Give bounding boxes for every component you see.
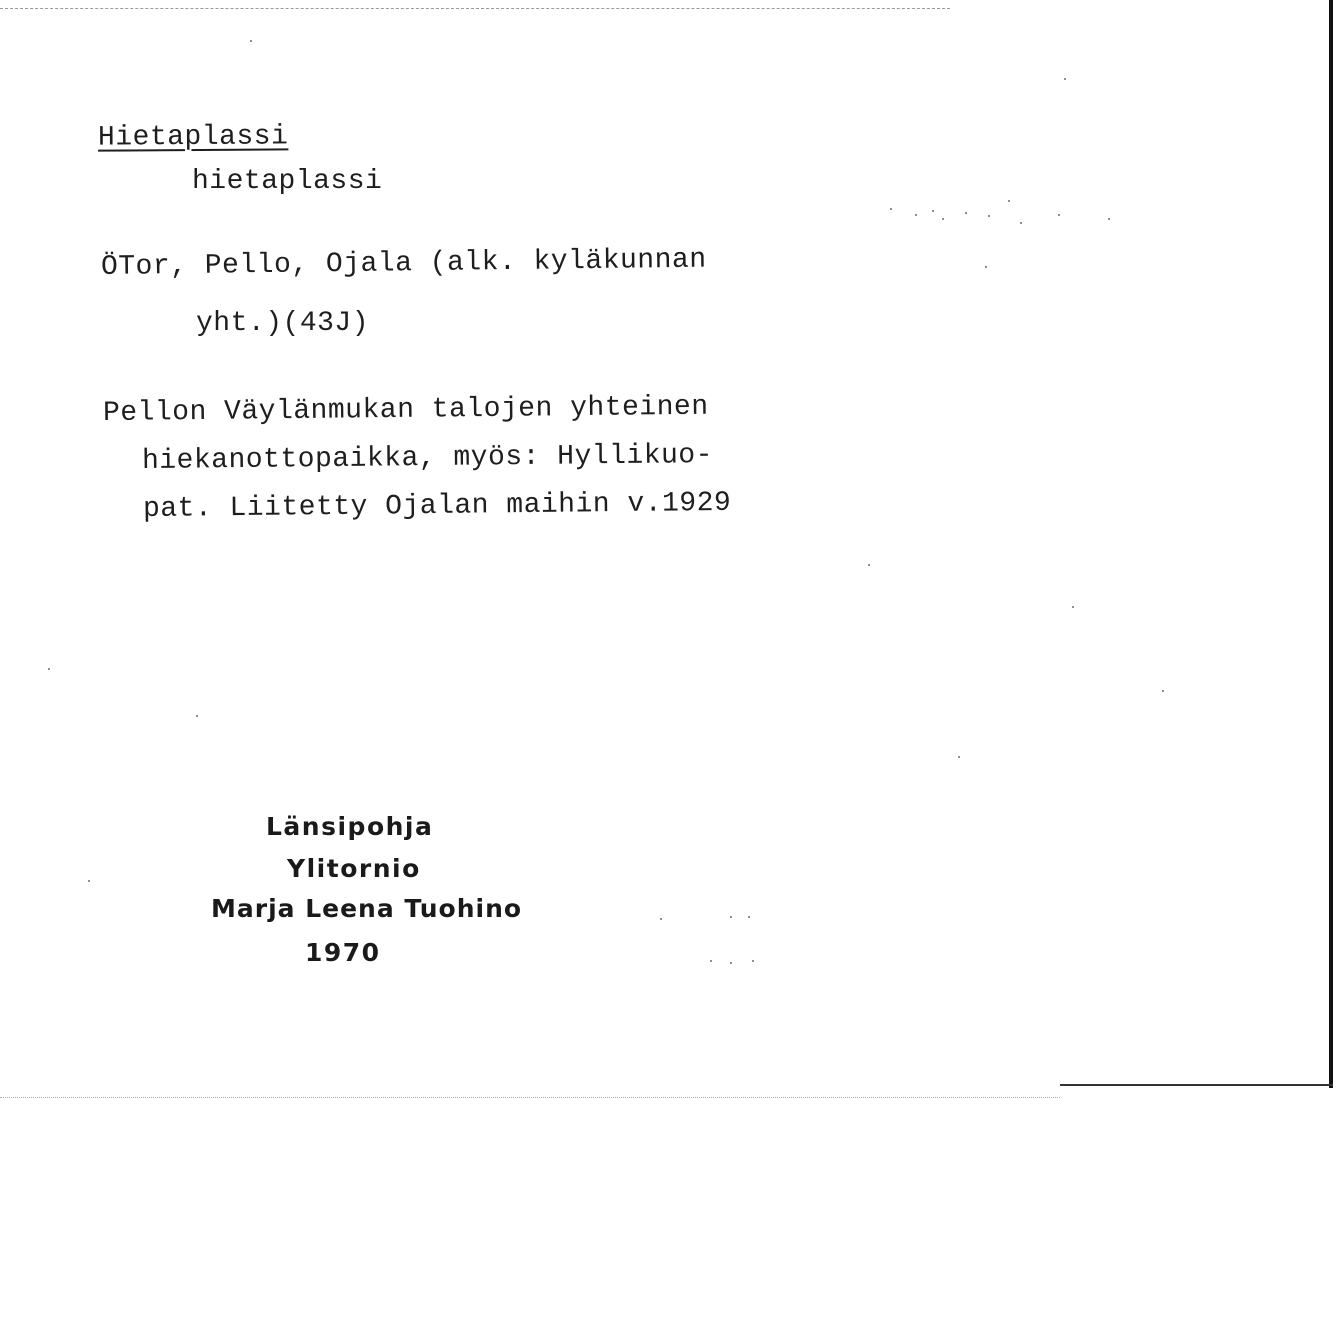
speck bbox=[915, 214, 917, 216]
stamp-year: 1970 bbox=[305, 938, 381, 967]
speck bbox=[1108, 218, 1110, 220]
card-bottom-edge bbox=[1060, 1084, 1333, 1086]
speck bbox=[196, 715, 198, 717]
speck bbox=[660, 918, 662, 920]
stamp-region: Länsipohja bbox=[266, 812, 434, 841]
speck bbox=[730, 962, 732, 964]
scan-top-edge bbox=[0, 8, 950, 9]
speck bbox=[958, 756, 960, 758]
location-line-2: yht.)(43J) bbox=[196, 308, 370, 339]
speck bbox=[1008, 200, 1010, 202]
headword-form: hietaplassi bbox=[192, 166, 383, 197]
speck bbox=[1162, 690, 1164, 692]
location-line-1: ÖTor, Pello, Ojala (alk. kyläkunnan bbox=[100, 244, 707, 283]
speck bbox=[1020, 222, 1022, 224]
speck bbox=[748, 916, 750, 918]
speck bbox=[250, 40, 252, 42]
speck bbox=[932, 210, 934, 212]
description-line-2: hiekanottopaikka, myös: Hyllikuo- bbox=[141, 440, 714, 477]
speck bbox=[710, 960, 712, 962]
speck bbox=[1072, 606, 1074, 608]
speck bbox=[752, 960, 754, 962]
speck bbox=[985, 266, 987, 268]
stamp-collector: Marja Leena Tuohino bbox=[211, 894, 523, 923]
speck bbox=[868, 564, 870, 566]
speck bbox=[1058, 214, 1060, 216]
speck bbox=[730, 916, 732, 918]
stamp-parish: Ylitornio bbox=[287, 854, 421, 883]
speck bbox=[890, 208, 892, 210]
speck bbox=[88, 880, 90, 882]
description-line-1: Pellon Väylänmukan talojen yhteinen bbox=[102, 391, 709, 429]
description-line-3: pat. Liitetty Ojalan maihin v.1929 bbox=[142, 487, 732, 525]
headword: Hietaplassi bbox=[97, 121, 289, 154]
speck bbox=[1064, 78, 1066, 80]
speck bbox=[48, 668, 50, 670]
card-right-edge bbox=[1329, 0, 1333, 1088]
speck bbox=[942, 218, 944, 220]
speck bbox=[965, 212, 967, 214]
speck bbox=[988, 215, 990, 217]
scan-bottom-edge bbox=[0, 1097, 1060, 1098]
